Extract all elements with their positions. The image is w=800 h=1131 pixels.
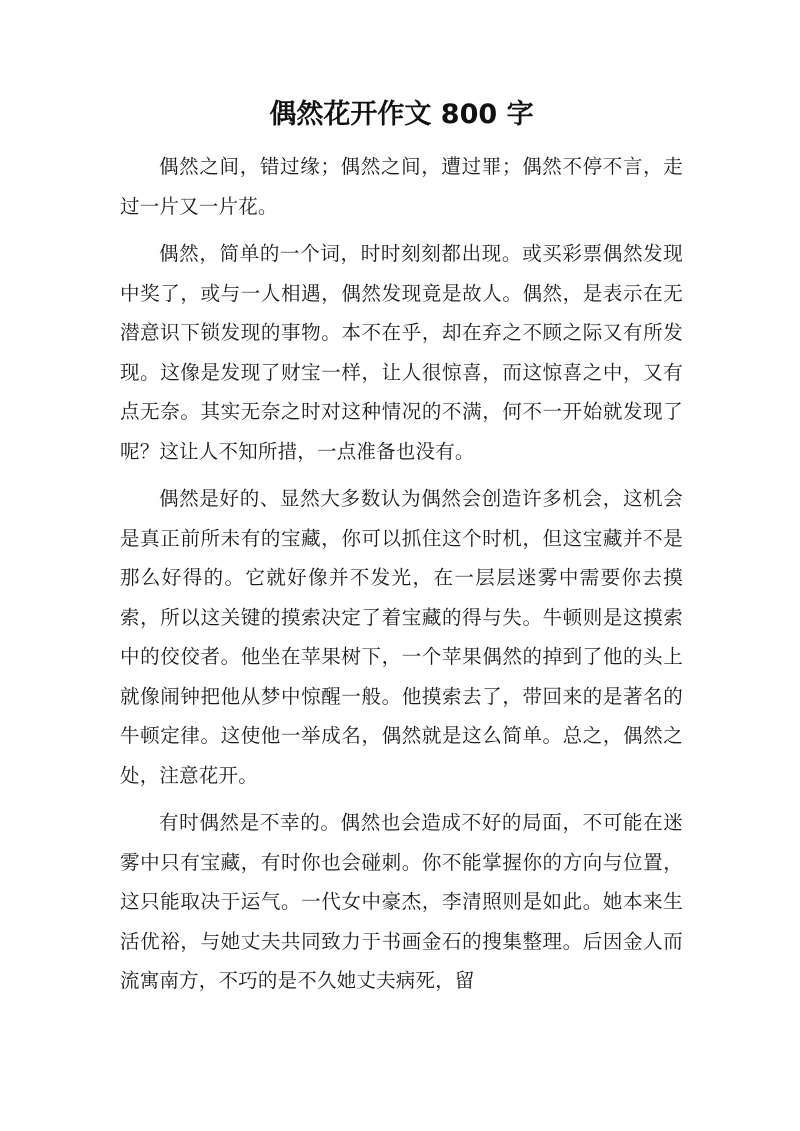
- paragraph-1: 偶然之间，错过缘；偶然之间，遭过罪；偶然不停不言，走过一片又一片花。: [120, 155, 683, 218]
- document-page: [120, 95, 683, 1009]
- document-body: [120, 147, 683, 1001]
- paragraph-4: 有时偶然是不幸的。偶然也会造成不好的局面，不可能在迷雾中只有宝藏，有时你也会碰刺。你不能掌握你的方向与位置，这只能取决于运气。一代女中豪杰，李清照则是如此。她本来生活优裕，与她丈夫共同致力于书画金石的搜集整理。后因金人而流寓南方，不巧的是不久她丈夫病死，留: [120, 811, 683, 992]
- paragraph-2: 偶然，简单的一个词，时时刻刻都出现。或买彩票偶然发现中奖了，或与一人相遇，偶然发现竟是故人。偶然，是表示在无潜意识下锁发现的事物。本不在乎，却在弃之不顾之际又有所发现。这像是发现了财宝一样，让人很惊喜，而这惊喜之中，又有点无奈。其实无奈之时对这种情况的不满，何不一开始就发现了呢？这让人不知所措，一点准备也没有。: [120, 242, 683, 463]
- document-title: 偶然花开作文 800 字: [269, 99, 534, 130]
- paragraph-3: 偶然是好的、显然大多数认为偶然会创造许多机会，这机会是真正前所未有的宝藏，你可以抓住这个时机，但这宝藏并不是那么好得的。它就好像并不发光，在一层层迷雾中需要你去摸索，所以这关键的摸索决定了着宝藏的得与失。牛顿则是这摸索中的佼佼者。他坐在苹果树下，一个苹果偶然的掉到了他的头上就像闹钟把他从梦中惊醒一般。他摸索去了，带回来的是著名的牛顿定律。这使他一举成名，偶然就是这么简单。总之，偶然之处，注意花开。: [120, 487, 683, 787]
